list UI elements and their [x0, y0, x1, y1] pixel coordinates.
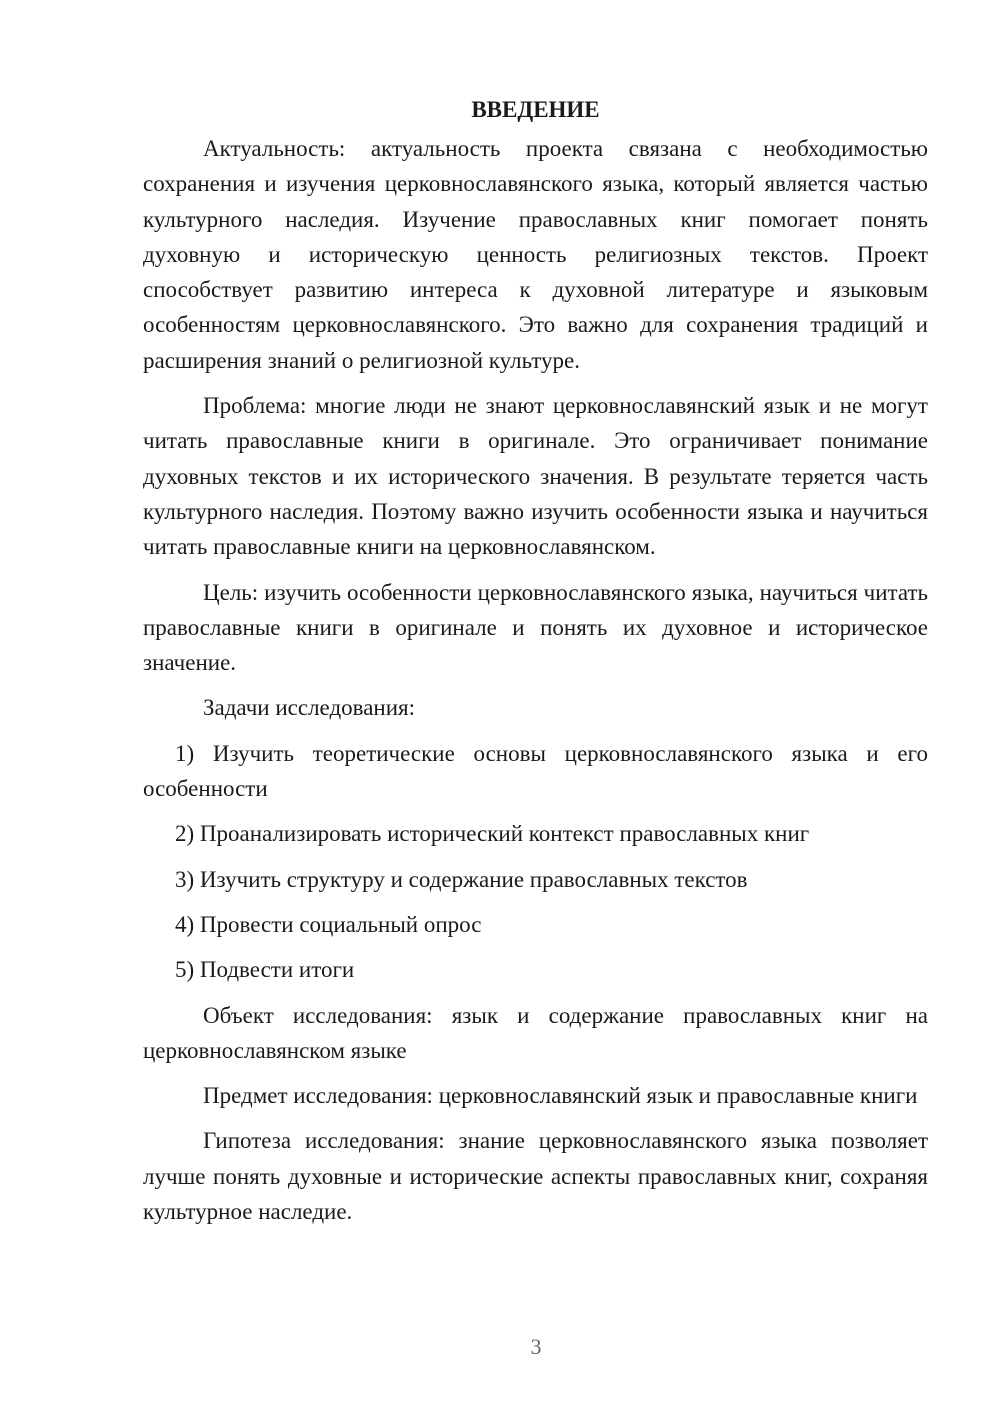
task-item: 1) Изучить теоретические основы церковнославянского языка и его особенности [143, 740, 928, 802]
task-item: 2) Проанализировать исторический контекст православных книг [175, 821, 810, 847]
page-number: 3 [530, 1334, 542, 1359]
tasks-heading: Задачи исследования: [203, 695, 416, 721]
hypothesis-paragraph: Гипотеза исследования: знание церковнославянского языка позволяет лучше понять духовные и исторические аспекты православных книг, сохраняя культурное наследие. [143, 1128, 928, 1225]
problem-paragraph: Проблема: многие люди не знают церковнославянский язык и не могут читать православные книги в оригинале. Это ограничивает понимание духовных текстов и их исторического значения. В результате теряется часть культурного наследия. Поэтому важно изучить особенности языка и научиться читать православные книги на церковнославянском. [143, 393, 928, 560]
task-item: 5) Подвести итоги [175, 957, 355, 983]
object-paragraph: Объект исследования: язык и содержание православных книг на церковнославянском языке [143, 1002, 928, 1063]
page-content [143, 90, 928, 1239]
task-item: 4) Провести социальный опрос [175, 911, 482, 937]
relevance-paragraph: Актуальность: актуальность проекта связана с необходимостью сохранения и изучения церковнославянского языка, который является частью культурного наследия. Изучение православных книг помогает понять духовную и историческую ценность религиозных текстов. Проект способствует развитию интереса к духовной литературе и языковым особенностям церковнославянского. Это важно для сохранения традиций и расширения знаний о религиозной культуре. [143, 136, 928, 373]
task-item: 3) Изучить структуру и содержание православных текстов [175, 866, 748, 892]
page-title: ВВЕДЕНИЕ [471, 97, 600, 122]
goal-paragraph: Цель: изучить особенности церковнославянского языка, научиться читать православные книги в оригинале и понять их духовное и историческое значение. [143, 579, 928, 676]
subject-paragraph: Предмет исследования: церковнославянский язык и православные книги [203, 1083, 918, 1109]
